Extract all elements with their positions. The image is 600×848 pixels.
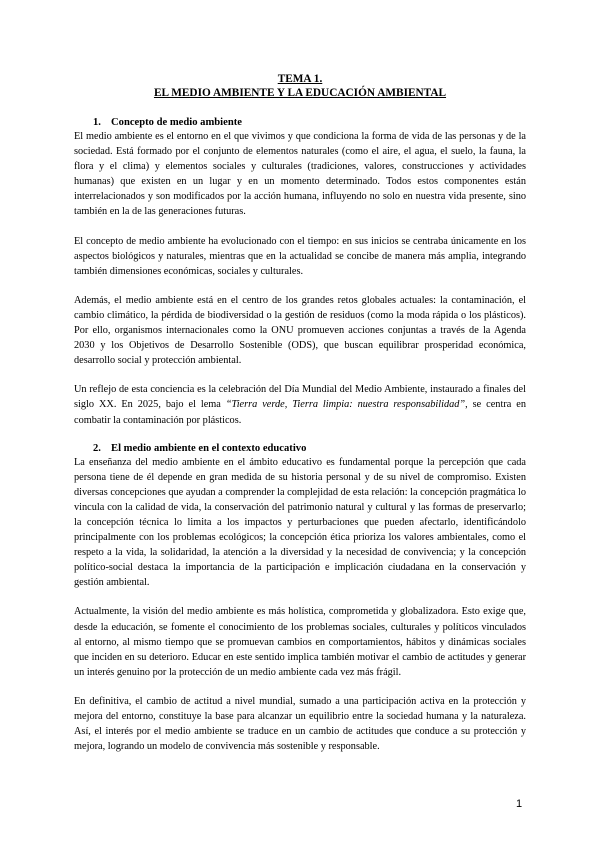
- section-2-paragraph-1: La enseñanza del medio ambiente en el ámbito educativo es fundamental porque la percepción que cada persona tiene de él depende en gran medida de su historia personal y de su nivel de compromiso. Existen diversas concepciones que ayudan a comprender la complejidad de esta relación: la concepción pragmática lo vincula con la calidad de vida, la conservación del patrimonio natural y cultural y las formas de preservarlo; la concepción técnica lo limita a los impactos y perturbaciones que pueden afectarlo, identificándolo principalmente con los problemas ecológicos; la concepción ética prioriza los valores ambientales, como el respeto a la vida, la solidaridad, la atención a la diversidad y la necesidad de convivencia; y la concepción político-social destaca la importancia de la participación e implicación ciudadana en la conservación y gestión ambiental.: [74, 456, 526, 589]
- paragraph-4-end: , se centra en combatir la contaminación por plásticos.: [74, 399, 526, 426]
- section-2-number: 2.: [93, 442, 101, 454]
- section-2-title: El medio ambiente en el contexto educativo: [111, 442, 307, 454]
- paragraph-4-start: Un reflejo de esta conciencia es la celebración del Día Mundial del Medio Ambiente, instaurado a finales del siglo XX. En 2025, bajo el lema: [74, 384, 526, 411]
- section-1-title: Concepto de medio ambiente: [111, 117, 242, 128]
- section-1-paragraph-4: [74, 382, 526, 427]
- document-page: [74, 72, 526, 754]
- page-number: 1: [516, 798, 523, 810]
- section-1-paragraph-2: El concepto de medio ambiente ha evolucionado con el tiempo: en sus inicios se centraba únicamente en los aspectos biológicos y naturales, mientras que en la actualidad se concibe de manera más amplia, integrando también dimensiones económicas, sociales y culturales.: [74, 235, 526, 277]
- section-1-number: 1.: [93, 117, 101, 128]
- section-1-heading: [74, 116, 526, 129]
- section-2-paragraph-3: En definitiva, el cambio de actitud a nivel mundial, sumado a una participación activa en la protección y mejora del entorno, constituye la base para alcanzar un equilibrio entre la sociedad humana y la naturaleza. Así, el interés por el medio ambiente se traduce en un cambio de actitudes que conduce a su protección y mejora, logrando un modelo de convivencia más sostenible y responsable.: [74, 695, 526, 753]
- environment-day-motto: “Tierra verde, Tierra limpia: nuestra responsabilidad”: [225, 399, 466, 411]
- document-title-number: TEMA 1.: [277, 73, 323, 85]
- section-1-paragraph-1: El medio ambiente es el entorno en el que vivimos y que condiciona la forma de vida de las personas y de la sociedad. Está formado por el conjunto de elementos naturales (como el aire, el agua, el suelo, la fauna, la flora y el clima) y elementos sociales y culturales (tradiciones, valores, construcciones y actividades humanas) que existen en un lugar y en un momento determinado. Todos estos componentes están interrelacionados y son modificados por la acción humana, influyendo no solo en nuestra vida presente, sino también en la de las generaciones futuras.: [74, 131, 526, 218]
- section-1-paragraph-3: Además, el medio ambiente está en el centro de los grandes retos globales actuales: la contaminación, el cambio climático, la pérdida de biodiversidad o la gestión de residuos (como la moda rápida o los plásticos). Por ello, organismos internacionales como la ONU promueven acciones conjuntas a través de la Agenda 2030 y los Objetivos de Desarrollo Sostenible (ODS), que buscan equilibrar prosperidad económica, desarrollo social y protección ambiental.: [74, 294, 526, 367]
- document-title: EL MEDIO AMBIENTE Y LA EDUCACIÓN AMBIENTAL: [153, 87, 447, 99]
- section-2-heading: [74, 442, 526, 455]
- section-2-paragraph-2: Actualmente, la visión del medio ambiente es más holística, comprometida y globalizadora. Esto exige que, desde la educación, se fomente el conocimiento de los problemas sociales, culturales y políticos vinculados al entorno, al mismo tiempo que se promuevan cambios en comportamientos, hábitos y dinámicas sociales que inciden en su deterioro. Educar en este sentido implica también motivar el cambio de actitudes y generar un interés genuino por la protección de un medio ambiente cada vez más frágil.: [74, 606, 526, 678]
